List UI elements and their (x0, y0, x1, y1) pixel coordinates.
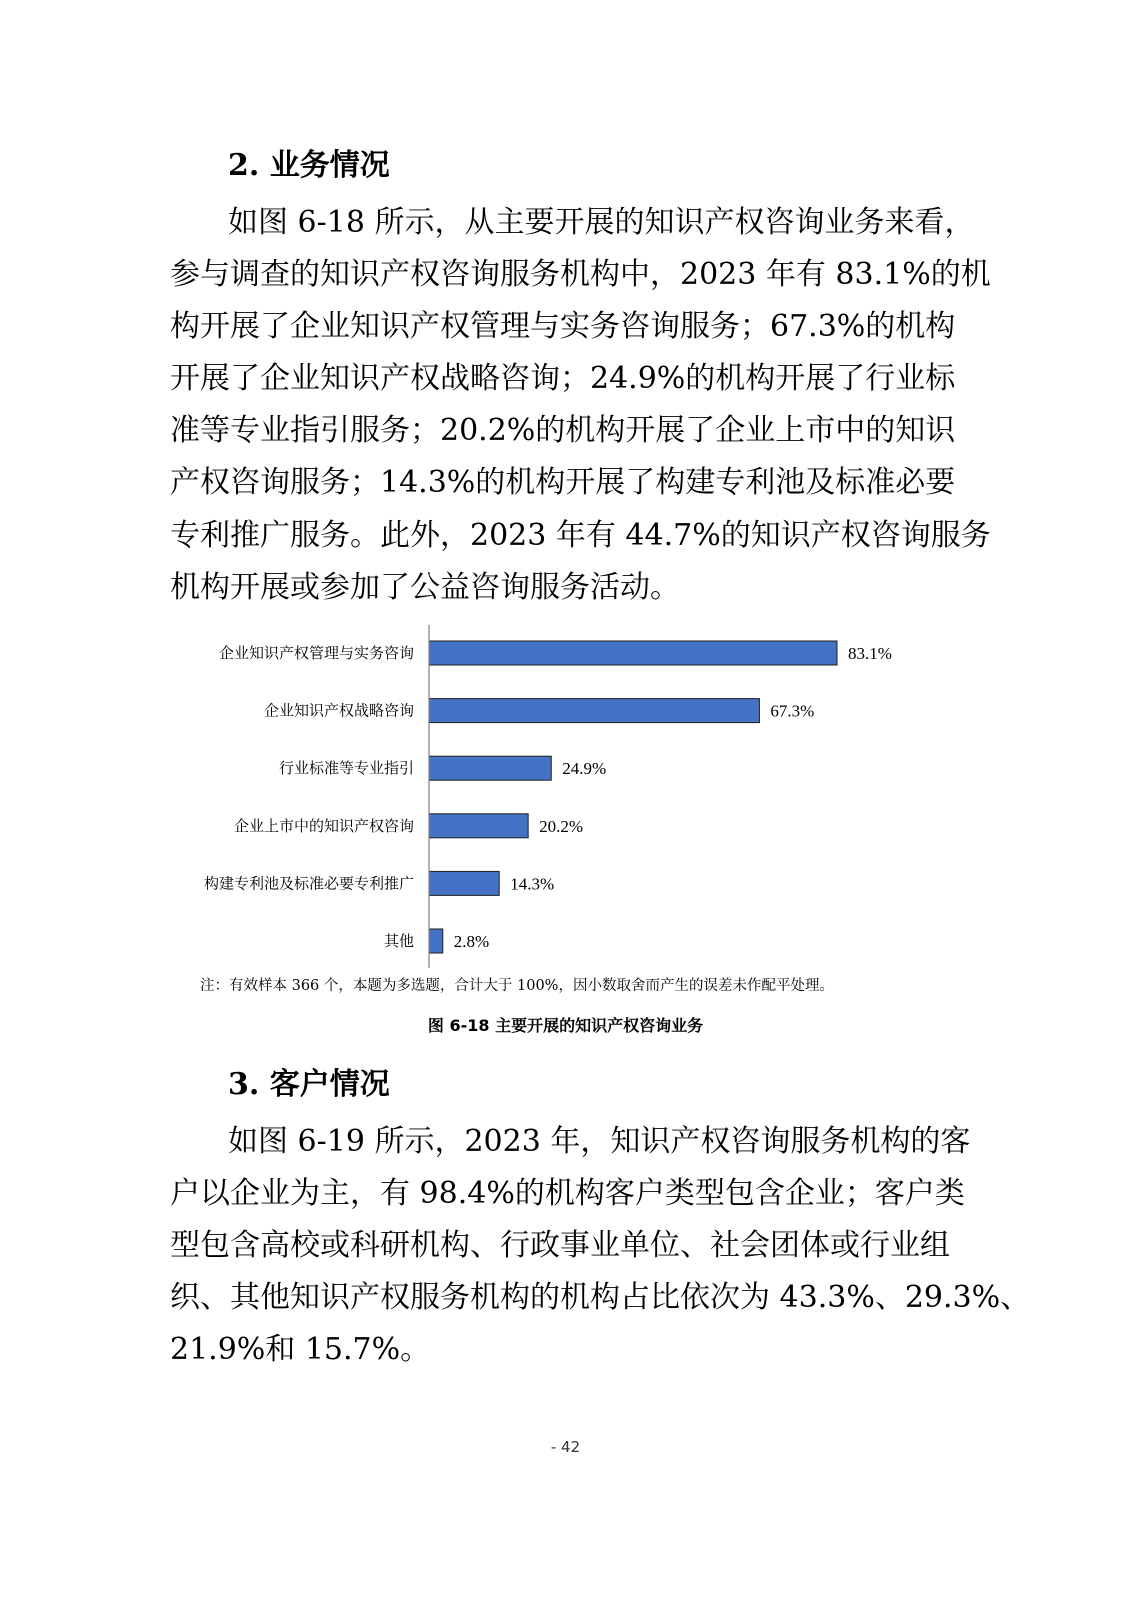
category-label: 企业上市中的知识产权咨询 (233, 816, 414, 835)
chart-caption: 图 6-18 主要开展的知识产权咨询业务 (427, 1016, 704, 1035)
value-label: 83.1% (848, 644, 892, 663)
paragraph-line: 织、其他知识产权服务机构的机构占比依次为 43.3%、29.3%、 (170, 1280, 1031, 1315)
page-number: - 42 (550, 1438, 581, 1456)
paragraph-line: 如图 6-18 所示，从主要开展的知识产权咨询业务来看， (228, 205, 975, 240)
value-label: 67.3% (770, 701, 815, 721)
paragraph-line: 构开展了企业知识产权管理与实务咨询服务；67.3%的机构 (170, 309, 956, 344)
paragraph-line: 准等专业指引服务；20.2%的机构开展了企业上市中的知识 (170, 413, 956, 448)
section-3-heading: 3. 客户情况 (228, 1067, 390, 1102)
paragraph-line: 专利推广服务。此外，2023 年有 44.7%的知识产权咨询服务 (170, 518, 991, 553)
bar (429, 756, 551, 780)
bar (429, 929, 443, 953)
bar (429, 699, 759, 723)
section-2-heading: 2. 业务情况 (228, 148, 390, 183)
bars-layer (204, 641, 892, 953)
paragraph-line: 型包含高校或科研机构、行政事业单位、社会团体或行业组 (170, 1228, 950, 1263)
value-label: 2.8% (453, 932, 490, 951)
bar (429, 871, 499, 895)
bar (429, 641, 837, 665)
value-label: 24.9% (562, 759, 607, 779)
chart-note: 注：有效样本 366 个，本题为多选题，合计大于 100%，因小数取舍而产生的误差未作配平处理。 (200, 978, 834, 994)
category-label: 企业知识产权战略咨询 (263, 701, 414, 720)
category-label: 构建专利池及标准必要专利推广 (203, 874, 414, 893)
paragraph-line: 开展了企业知识产权战略咨询；24.9%的机构开展了行业标 (170, 361, 956, 396)
bar (429, 814, 528, 838)
paragraph-line: 参与调查的知识产权咨询服务机构中，2023 年有 83.1%的机 (170, 257, 991, 292)
paragraph-line: 户以企业为主，有 98.4%的机构客户类型包含企业；客户类 (170, 1176, 965, 1211)
category-label: 企业知识产权管理与实务咨询 (218, 644, 414, 662)
value-label: 14.3% (510, 874, 555, 894)
category-label: 行业标准等专业指引 (278, 759, 414, 778)
category-label: 其他 (383, 932, 414, 950)
consulting-services-bar-chart (0, 615, 1131, 975)
paragraph-line: 产权咨询服务；14.3%的机构开展了构建专利池及标准必要 (170, 465, 956, 500)
paragraph-line: 如图 6-19 所示，2023 年，知识产权咨询服务机构的客 (228, 1124, 971, 1159)
value-label: 20.2% (539, 816, 584, 836)
paragraph-line: 21.9%和 15.7%。 (170, 1332, 431, 1367)
paragraph-line: 机构开展或参加了公益咨询服务活动。 (170, 570, 680, 605)
